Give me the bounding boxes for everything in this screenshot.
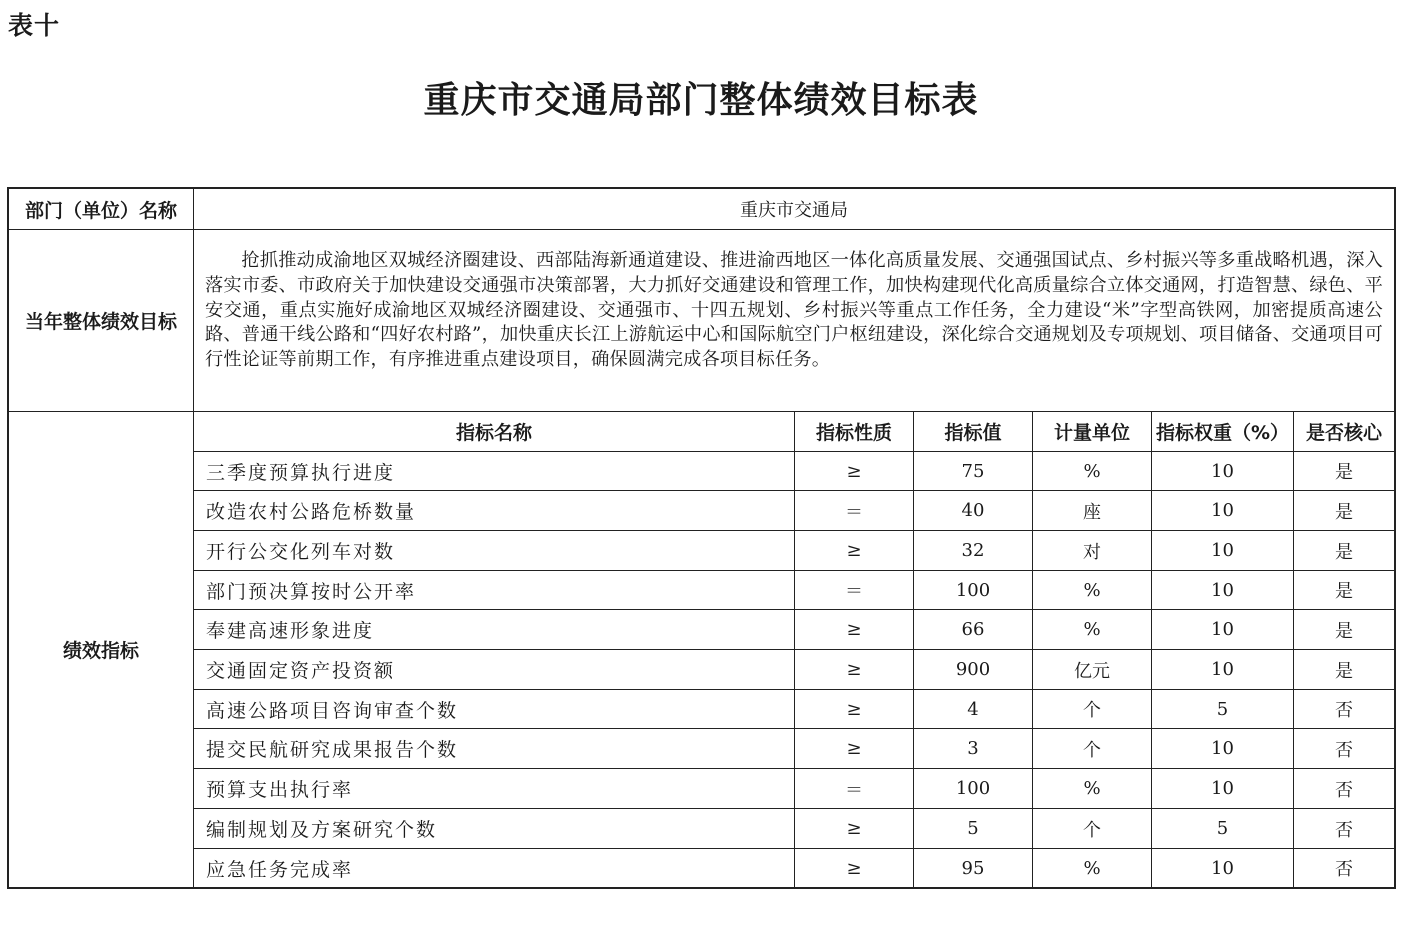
indicator-nature: ≥ bbox=[846, 540, 862, 561]
indicator-value: 95 bbox=[961, 857, 985, 879]
indicator-is-core: 是 bbox=[1335, 620, 1353, 642]
indicator-nature: ＝ bbox=[845, 779, 863, 801]
header-indicator-nature: 指标性质 bbox=[815, 422, 892, 444]
indicator-weight: 10 bbox=[1211, 778, 1234, 799]
indicator-value: 100 bbox=[955, 778, 991, 799]
indicators-label: 绩效指标 bbox=[62, 640, 139, 662]
indicator-weight: 10 bbox=[1211, 500, 1234, 521]
indicator-unit: 座 bbox=[1083, 501, 1101, 523]
indicator-name: 改造农村公路危桥数量 bbox=[206, 501, 417, 523]
indicator-nature: ＝ bbox=[845, 581, 863, 602]
indicator-value: 32 bbox=[961, 540, 985, 561]
department-label: 部门（单位）名称 bbox=[24, 199, 177, 222]
indicator-weight: 10 bbox=[1211, 540, 1234, 561]
header-is-core: 是否核心 bbox=[1305, 422, 1382, 444]
indicator-is-core: 否 bbox=[1335, 859, 1353, 880]
indicator-name: 奉建高速形象进度 bbox=[206, 620, 375, 642]
indicator-value: 3 bbox=[967, 738, 979, 759]
indicator-weight: 10 bbox=[1211, 738, 1234, 759]
indicator-value: 900 bbox=[955, 659, 991, 680]
indicator-name: 预算支出执行率 bbox=[206, 779, 354, 801]
indicator-is-core: 否 bbox=[1335, 779, 1353, 801]
indicator-unit: % bbox=[1083, 579, 1101, 601]
indicator-nature: ≥ bbox=[846, 818, 862, 839]
indicator-name: 三季度预算执行进度 bbox=[206, 461, 396, 484]
indicator-unit: % bbox=[1083, 857, 1101, 879]
indicator-nature: ≥ bbox=[846, 857, 862, 879]
indicator-unit: % bbox=[1083, 778, 1101, 799]
indicator-nature: ≥ bbox=[846, 698, 862, 720]
header-weight: 指标权重（%） bbox=[1155, 422, 1290, 444]
indicator-nature: ≥ bbox=[846, 619, 862, 640]
indicator-is-core: 否 bbox=[1335, 700, 1353, 721]
rule-below-department bbox=[7, 229, 1396, 230]
indicator-nature: ≥ bbox=[846, 659, 862, 680]
annual-goal-label: 当年整体绩效目标 bbox=[24, 311, 177, 333]
indicator-name: 开行公交化列车对数 bbox=[206, 541, 396, 563]
indicator-is-core: 否 bbox=[1335, 819, 1353, 841]
indicator-nature: ≥ bbox=[846, 460, 862, 482]
indicator-value: 40 bbox=[961, 500, 985, 521]
indicator-weight: 10 bbox=[1211, 619, 1234, 640]
indicator-value: 66 bbox=[961, 619, 985, 640]
indicator-is-core: 是 bbox=[1335, 462, 1353, 483]
indicator-unit: 亿元 bbox=[1074, 660, 1110, 682]
indicator-unit: % bbox=[1083, 460, 1101, 482]
indicator-weight: 5 bbox=[1216, 698, 1229, 720]
indicator-nature: ≥ bbox=[846, 738, 862, 759]
indicator-value: 75 bbox=[961, 460, 985, 482]
indicator-nature: ＝ bbox=[845, 501, 863, 523]
indicator-unit: % bbox=[1083, 619, 1101, 640]
indicator-is-core: 是 bbox=[1335, 541, 1353, 563]
department-name: 重庆市交通局 bbox=[740, 200, 848, 221]
indicator-weight: 10 bbox=[1211, 857, 1234, 879]
indicator-unit: 个 bbox=[1083, 819, 1101, 841]
indicator-name: 高速公路项目咨询审查个数 bbox=[206, 699, 459, 722]
indicator-is-core: 是 bbox=[1335, 501, 1353, 523]
indicator-unit: 个 bbox=[1083, 739, 1101, 761]
indicator-name: 编制规划及方案研究个数 bbox=[206, 819, 438, 841]
indicator-is-core: 否 bbox=[1335, 739, 1353, 761]
indicator-name: 交通固定资产投资额 bbox=[206, 660, 396, 682]
header-indicator-value: 指标值 bbox=[944, 422, 1002, 444]
indicator-value: 100 bbox=[955, 579, 991, 601]
annual-goal-text: 抢抓推动成渝地区双城经济圈建设、西部陆海新通道建设、推进渝西地区一体化高质量发展、交通强国试点、乡村振兴等多重战略机遇，深入落实市委、市政府关于加快建设交通强市决策部署，大力抓好交通建设和管理工作，加快构建现代化高质量综合立体交通网，打造智慧、绿色、平安交通，重点实施好成渝地区双城经济圈建设、交通强市、十四五规划、乡村振兴等重点工作任务，全力建设“米”字型高铁网，加密提质高速公路、普通干线公路和“四好农村路”，加快重庆长江上游航运中心和国际航空门户枢纽建设，深化综合交通规划及专项规划、项目储备、交通项目可行性论证等前期工作，有序推进重点建设项目，确保圆满完成各项目标任务。 bbox=[205, 250, 1383, 371]
document-title: 重庆市交通局部门整体绩效目标表 bbox=[423, 79, 979, 121]
indicator-name: 提交民航研究成果报告个数 bbox=[206, 739, 459, 761]
indicator-is-core: 是 bbox=[1335, 581, 1353, 602]
indicator-weight: 10 bbox=[1211, 460, 1234, 482]
indicator-unit: 个 bbox=[1083, 700, 1101, 721]
header-indicator-name: 指标名称 bbox=[455, 422, 532, 444]
header-unit: 计量单位 bbox=[1053, 422, 1130, 444]
indicator-weight: 5 bbox=[1216, 818, 1229, 839]
indicator-is-core: 是 bbox=[1335, 660, 1353, 682]
table-number-label: 表十 bbox=[8, 11, 61, 40]
indicator-unit: 对 bbox=[1083, 541, 1101, 563]
indicator-name: 应急任务完成率 bbox=[206, 858, 354, 881]
indicator-value: 4 bbox=[967, 698, 979, 720]
indicator-weight: 10 bbox=[1211, 659, 1234, 680]
indicator-value: 5 bbox=[967, 818, 979, 839]
indicator-name: 部门预决算按时公开率 bbox=[206, 580, 417, 603]
indicator-weight: 10 bbox=[1211, 579, 1234, 601]
